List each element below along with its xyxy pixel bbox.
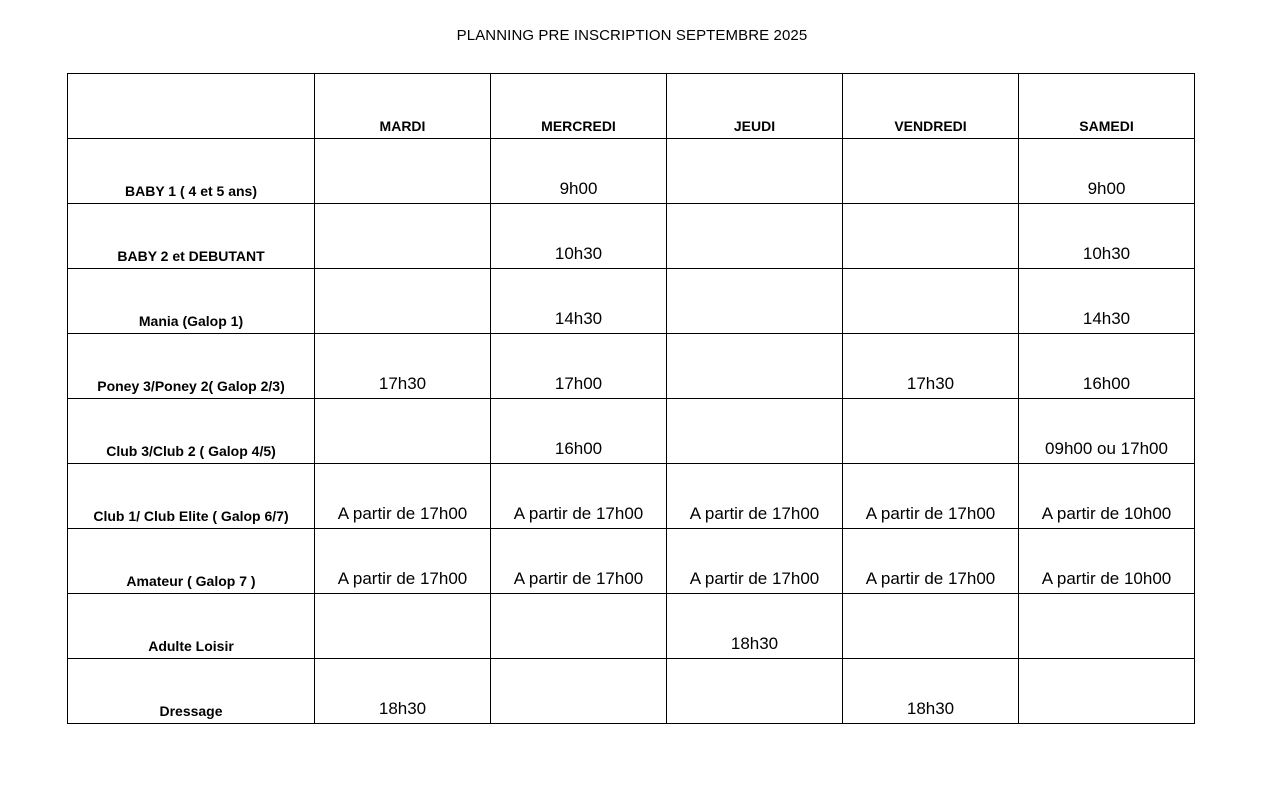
time-cell <box>667 399 843 464</box>
time-cell: 14h30 <box>1019 269 1195 334</box>
table-row <box>68 464 1195 529</box>
row-label: BABY 1 ( 4 et 5 ans) <box>68 139 315 204</box>
time-cell <box>491 594 667 659</box>
time-cell: A partir de 17h00 <box>315 464 491 529</box>
day-header-mercredi: MERCREDI <box>491 74 667 139</box>
page-title: PLANNING PRE INSCRIPTION SEPTEMBRE 2025 <box>456 27 808 44</box>
time-cell: 9h00 <box>491 139 667 204</box>
time-cell: 09h00 ou 17h00 <box>1019 399 1195 464</box>
time-cell: 16h00 <box>491 399 667 464</box>
table-row <box>68 529 1195 594</box>
time-cell <box>315 204 491 269</box>
row-label: Adulte Loisir <box>68 594 315 659</box>
time-cell: 18h30 <box>843 659 1019 724</box>
corner-cell <box>68 74 315 139</box>
table-row <box>68 334 1195 399</box>
time-cell: A partir de 17h00 <box>491 464 667 529</box>
time-cell: A partir de 17h00 <box>843 464 1019 529</box>
time-cell: 9h00 <box>1019 139 1195 204</box>
time-cell <box>843 594 1019 659</box>
time-cell <box>315 269 491 334</box>
time-cell: A partir de 17h00 <box>315 529 491 594</box>
time-cell: 17h30 <box>315 334 491 399</box>
time-cell <box>315 594 491 659</box>
time-cell: A partir de 10h00 <box>1019 464 1195 529</box>
time-cell: A partir de 17h00 <box>667 529 843 594</box>
time-cell <box>843 269 1019 334</box>
table-row <box>68 659 1195 724</box>
time-cell <box>315 399 491 464</box>
table-row <box>68 399 1195 464</box>
time-cell: A partir de 17h00 <box>491 529 667 594</box>
time-cell: 18h30 <box>667 594 843 659</box>
time-cell <box>843 399 1019 464</box>
time-cell: A partir de 17h00 <box>667 464 843 529</box>
time-cell <box>1019 594 1195 659</box>
day-header-mardi: MARDI <box>315 74 491 139</box>
time-cell <box>315 139 491 204</box>
schedule-table <box>67 73 1195 724</box>
time-cell <box>667 659 843 724</box>
row-label: Club 3/Club 2 ( Galop 4/5) <box>68 399 315 464</box>
time-cell: 18h30 <box>315 659 491 724</box>
time-cell <box>843 204 1019 269</box>
header-row <box>68 74 1195 139</box>
time-cell <box>667 269 843 334</box>
row-label: BABY 2 et DEBUTANT <box>68 204 315 269</box>
time-cell: 10h30 <box>491 204 667 269</box>
row-label: Club 1/ Club Elite ( Galop 6/7) <box>68 464 315 529</box>
time-cell: 10h30 <box>1019 204 1195 269</box>
table-row <box>68 204 1195 269</box>
row-label: Mania (Galop 1) <box>68 269 315 334</box>
day-header-samedi: SAMEDI <box>1019 74 1195 139</box>
time-cell <box>1019 659 1195 724</box>
time-cell: A partir de 17h00 <box>843 529 1019 594</box>
time-cell <box>843 139 1019 204</box>
time-cell: 17h30 <box>843 334 1019 399</box>
time-cell: A partir de 10h00 <box>1019 529 1195 594</box>
day-header-vendredi: VENDREDI <box>843 74 1019 139</box>
table-row <box>68 594 1195 659</box>
time-cell: 16h00 <box>1019 334 1195 399</box>
row-label: Amateur ( Galop 7 ) <box>68 529 315 594</box>
day-header-jeudi: JEUDI <box>667 74 843 139</box>
time-cell <box>667 334 843 399</box>
table-row <box>68 269 1195 334</box>
time-cell: 17h00 <box>491 334 667 399</box>
time-cell <box>667 204 843 269</box>
row-label: Dressage <box>68 659 315 724</box>
table-row <box>68 139 1195 204</box>
time-cell <box>667 139 843 204</box>
row-label: Poney 3/Poney 2( Galop 2/3) <box>68 334 315 399</box>
time-cell <box>491 659 667 724</box>
time-cell: 14h30 <box>491 269 667 334</box>
